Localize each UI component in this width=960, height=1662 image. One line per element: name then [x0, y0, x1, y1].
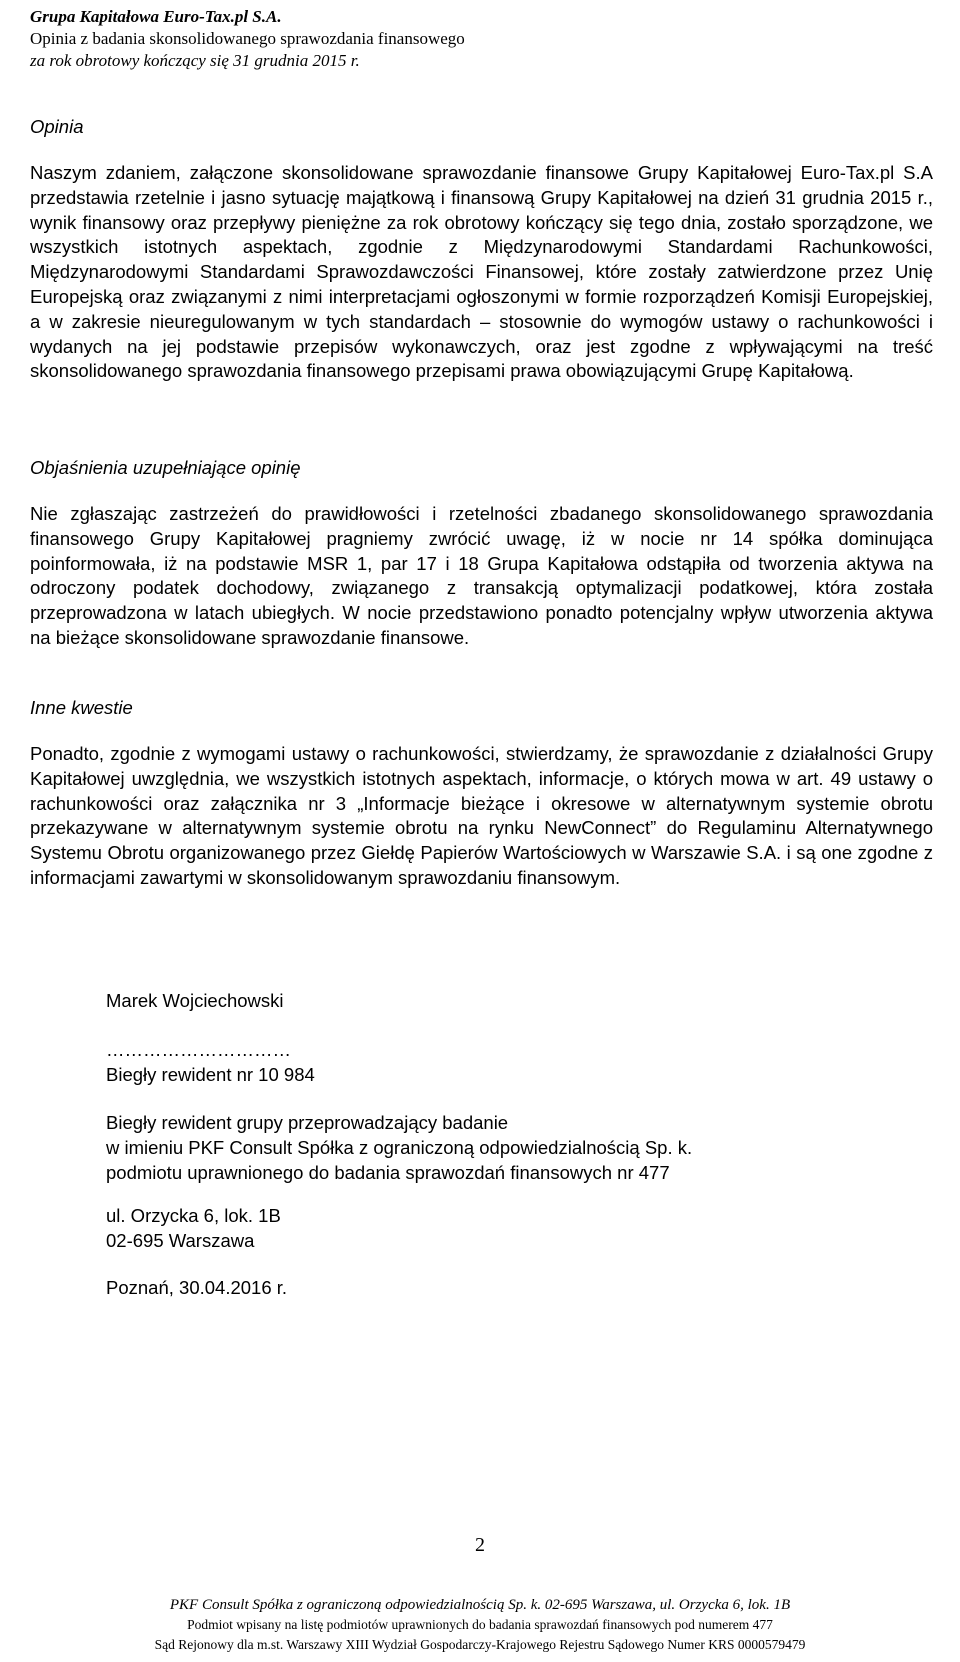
document-footer — [0, 1595, 960, 1655]
place-date-block — [106, 1276, 287, 1301]
address-city: 02-695 Warszawa — [106, 1229, 255, 1251]
explanatory-heading: Objaśnienia uzupełniające opinię — [30, 457, 301, 478]
opinion-heading: Opinia — [30, 116, 84, 137]
auditor-address — [106, 1204, 281, 1254]
page-number: 2 — [475, 1534, 485, 1556]
signature-block — [106, 989, 284, 1014]
other-matters-heading: Inne kwestie — [30, 697, 133, 718]
auditor-role: Biegły rewident grupy przeprowadzający badanie — [106, 1112, 509, 1133]
header-report: Opinia z badania skonsolidowanego sprawozdania finansowego — [30, 29, 465, 48]
auditor-name: Marek Wojciechowski — [106, 990, 284, 1011]
address-street: ul. Orzycka 6, lok. 1B — [106, 1205, 281, 1226]
auditor-entity: podmiotu uprawnionego do badania sprawozdań finansowych nr 477 — [106, 1161, 670, 1183]
document-header — [30, 6, 465, 72]
opinion-paragraph: Naszym zdaniem, załączone skonsolidowane sprawozdanie finansowe Grupy Kapitałowej Euro-Tax.pl S.A przedstawia rzetelnie i jasno sytuację majątkową i finansową Grupy Kapitałowej na dzień 31 grudnia 2015 r., wynik finansowy oraz przepływy pieniężne za rok obrotowy kończący się tego dnia, zostało sporządzone, we wszystkich istotnych aspektach, zgodnie z Międzynarodowymi Standardami Rachunkowości, Międzynarodowymi Standardami Sprawozdawczości Finansowej, które zostały zatwierdzone przez Unię Europejską oraz związanymi z nimi interpretacjami ogłoszonymi w formie rozporządzeń Komisji Europejskiej, a w zakresie nieuregulowanym w tych standardach – stosownie do wymogów ustawy o rachunkowości i wydanych na jej podstawie przepisów wykonawczych, oraz jest zgodne z wpływającymi na treść skonsolidowanego sprawozdania finansowego przepisami prawa obowiązującymi Grupę Kapitałową. — [30, 162, 933, 382]
footer-line-1: PKF Consult Spółka z ograniczoną odpowiedzialnością Sp. k. 02-695 Warszawa, ul. Orzycka 6, lok. 1B — [169, 1597, 791, 1613]
footer-line-2: Podmiot wpisany na listę podmiotów uprawnionych do badania sprawozdań finansowych pod numerem 477 — [187, 1617, 773, 1632]
auditor-number: Biegły rewident nr 10 984 — [106, 1063, 315, 1085]
explanatory-paragraph: Nie zgłaszając zastrzeżeń do prawidłowości i rzetelności zbadanego skonsolidowanego sprawozdania finansowego Grupy Kapitałowej pragniemy zwrócić uwagę, iż w nocie nr 14 spółka dominująca poinformowała, iż na podstawie MSR 1, par 17 i 18 Grupa Kapitałowa odstąpiła od tworzenia aktywa na odroczony podatek dochodowy, związanego z transakcją optymalizacji podatkowej, która została przeprowadzona w latach ubiegłych. W nocie przedstawiono ponadto potencjalny wpływ utworzenia aktywa na bieżące skonsolidowane sprawozdanie finansowe. — [30, 503, 933, 648]
place-date: Poznań, 30.04.2016 r. — [106, 1277, 288, 1298]
auditor-firm: w imieniu PKF Consult Spółka z ograniczoną odpowiedzialnością Sp. k. — [106, 1136, 693, 1158]
signature-line-block — [106, 1038, 315, 1088]
other-matters-paragraph: Ponadto, zgodnie z wymogami ustawy o rachunkowości, stwierdzamy, że sprawozdanie z działalności Grupy Kapitałowej uwzględnia, we wszystkich istotnych aspektach, informacje, o których mowa w art. 49 ustawy o rachunkowości oraz załącznika nr 3 „Informacje bieżące i okresowe w alternatywnym systemie obrotu przekazywane w alternatywnym systemie obrotu na rynku NewConnect” do Regulaminu Alternatywnego Systemu Obrotu organizowanego przez Giełdę Papierów Wartościowych w Warszawie S.A. i są one zgodne z informacjami zawartymi w skonsolidowanym sprawozdaniu finansowym. — [30, 743, 933, 888]
footer-line-3: Sąd Rejonowy dla m.st. Warszawy XIII Wydział Gospodarczy-Krajowego Rejestru Sądowego Numer KRS 0000579479 — [154, 1637, 806, 1652]
signature-dots: ………………………… — [106, 1039, 291, 1060]
header-company: Grupa Kapitałowa Euro-Tax.pl S.A. — [30, 7, 282, 26]
auditor-details — [106, 1111, 692, 1185]
header-period: za rok obrotowy kończący się 31 grudnia 2015 r. — [30, 51, 360, 70]
